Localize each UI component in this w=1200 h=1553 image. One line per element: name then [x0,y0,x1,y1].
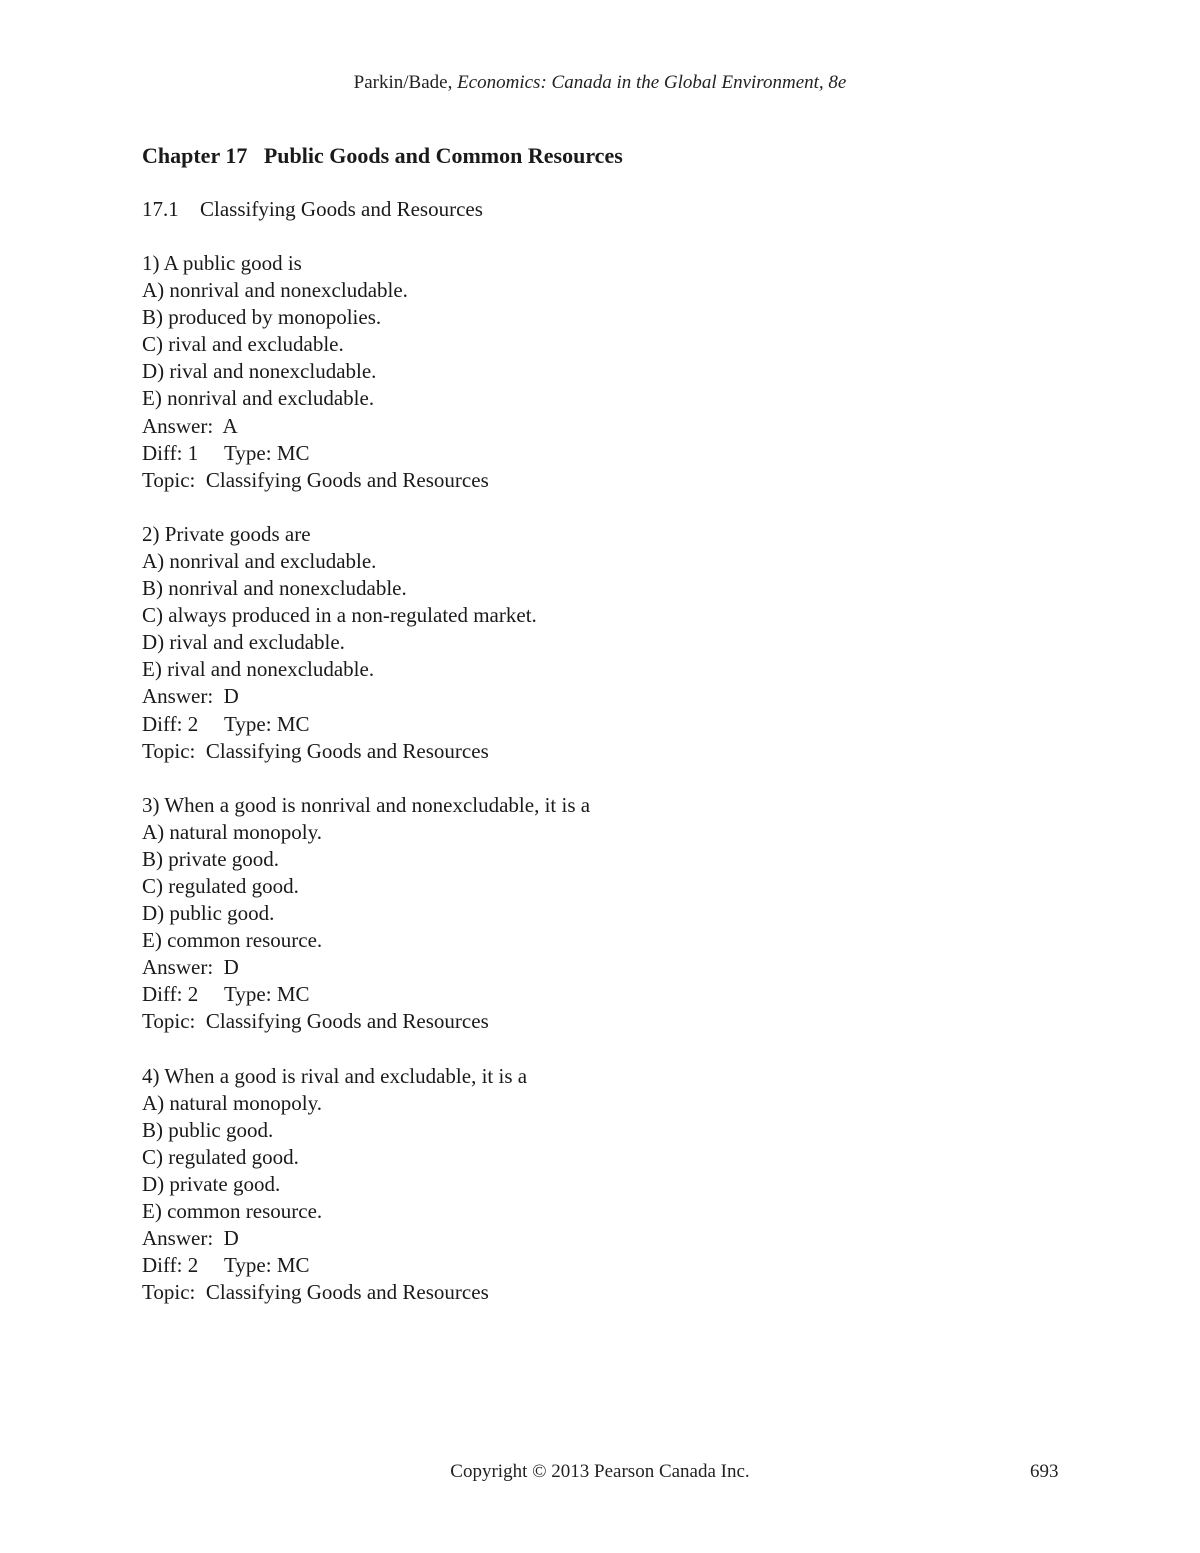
answer-option-c: C) regulated good. [142,873,299,898]
question-topic: Topic: Classifying Goods and Resources [142,1009,489,1034]
running-header [0,70,1200,96]
question-stem: 4) When a good is rival and excludable, it is a [142,1063,528,1088]
header-authors: Parkin/Bade, [353,72,458,93]
copyright-notice: Copyright © 2013 Pearson Canada Inc. [450,1461,750,1482]
answer-key: Answer: D [142,955,239,980]
answer-option-a: A) nonrival and nonexcludable. [142,278,408,303]
question-4 [142,1063,1102,1307]
question-topic: Topic: Classifying Goods and Resources [142,1280,489,1305]
header-book-title: Economics: Canada in the Global Environment, 8e [457,72,847,93]
answer-option-d: D) public good. [142,901,275,926]
question-stem: 1) A public good is [142,251,302,275]
answer-option-a: A) natural monopoly. [142,1090,323,1115]
answer-option-e: E) rival and nonexcludable. [142,657,375,682]
chapter-title: Chapter 17 Public Goods and Common Resources [142,143,623,168]
answer-key: Answer: D [142,1226,239,1251]
question-3 [142,792,1102,1036]
section-title: Classifying Goods and Resources [200,197,483,221]
difficulty-type: Diff: 2 Type: MC [142,711,310,736]
answer-option-b: B) nonrival and nonexcludable. [142,576,407,601]
difficulty-type: Diff: 1 Type: MC [142,440,310,465]
answer-option-c: C) rival and excludable. [142,332,344,357]
answer-option-c: C) always produced in a non-regulated market. [142,603,537,628]
question-stem: 3) When a good is nonrival and nonexcludable, it is a [142,792,591,817]
answer-option-d: D) rival and nonexcludable. [142,359,377,384]
question-topic: Topic: Classifying Goods and Resources [142,738,489,763]
answer-option-b: B) private good. [142,846,280,871]
answer-option-d: D) private good. [142,1171,281,1196]
section-number: 17.1 [142,197,179,221]
answer-option-e: E) nonrival and excludable. [142,386,375,411]
page-number: 693 [1030,1461,1059,1482]
difficulty-type: Diff: 2 Type: MC [142,982,310,1007]
answer-option-e: E) common resource. [142,1199,323,1223]
answer-option-b: B) public good. [142,1117,274,1142]
section-heading [142,196,1102,223]
answer-option-c: C) regulated good. [142,1144,299,1169]
answer-key: Answer: A [142,413,238,438]
question-topic: Topic: Classifying Goods and Resources [142,467,489,492]
answer-option-a: A) natural monopoly. [142,819,323,844]
answer-key: Answer: D [142,684,239,709]
answer-option-b: B) produced by monopolies. [142,305,382,330]
answer-option-a: A) nonrival and excludable. [142,548,377,573]
question-2 [142,521,1102,765]
question-stem: 2) Private goods are [142,521,311,546]
answer-option-d: D) rival and excludable. [142,630,345,655]
question-1 [142,250,1102,494]
page-content [142,142,1102,1306]
answer-option-e: E) common resource. [142,928,323,953]
difficulty-type: Diff: 2 Type: MC [142,1253,310,1278]
